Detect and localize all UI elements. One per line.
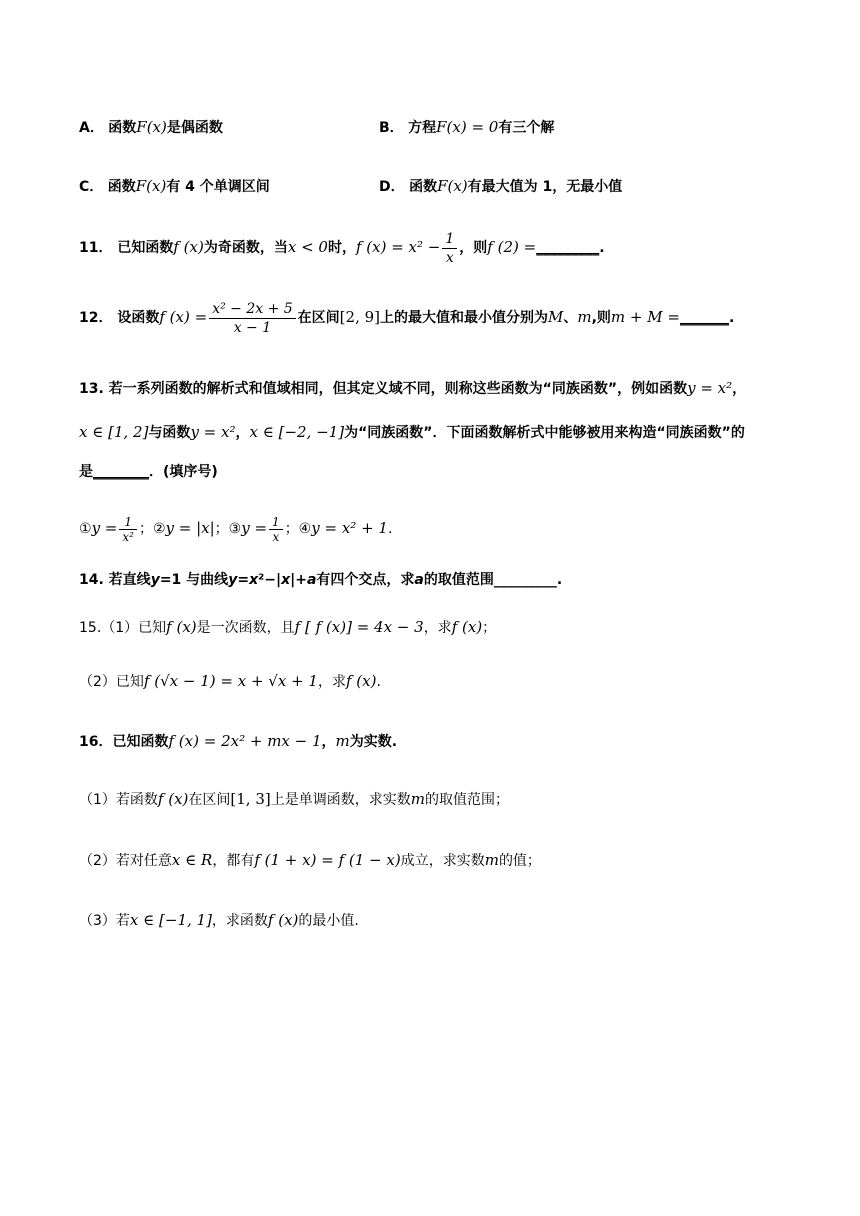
- q16-p2-text-4: 的值；: [498, 853, 541, 869]
- q11-math-3: f (x) = x² −: [355, 238, 441, 256]
- q15-p2-text-1: （2）已知: [79, 674, 144, 690]
- option-b-text-post: 有三个解: [498, 120, 555, 136]
- q13-text-5: 为“同族函数”．下面函数解析式中能够被用来构造“同族函数”的: [344, 425, 745, 441]
- question-15-part-2: [79, 670, 800, 693]
- q14-text-3: =: [237, 572, 250, 588]
- q12-text-4: 、: [563, 310, 578, 326]
- q13-math-2: x ∈ [1, 2]: [79, 423, 149, 441]
- question-16-part-1: [79, 788, 800, 811]
- q13-option-1-denominator: x²: [122, 529, 134, 544]
- q11-text-3: 时，: [327, 240, 356, 256]
- q15-text-1: 15.（1）已知: [79, 620, 167, 636]
- q13-option-1-numerator: 1: [119, 515, 137, 530]
- q11-fraction-numerator: 1: [442, 230, 457, 249]
- q16-math-2: m: [335, 732, 350, 750]
- q16-p2-math-1: x ∈ R: [171, 851, 213, 869]
- q15-text-2: 是一次函数，且: [196, 620, 295, 636]
- q11-fraction: [442, 230, 457, 267]
- options-row-ab: [79, 116, 800, 139]
- q16-p1-math-1: f (x): [157, 790, 189, 808]
- q11-answer-blank: _________: [536, 240, 600, 256]
- option-d-label: D．: [379, 179, 405, 195]
- q13-text-4: ，: [235, 425, 250, 441]
- option-d: [379, 175, 622, 198]
- q11-end: .: [599, 240, 605, 256]
- q13-text-2: ，: [732, 381, 747, 397]
- q16-p2-math-2: f (1 + x) = f (1 − x): [254, 851, 401, 869]
- q12-text-1: 设函数: [117, 310, 160, 326]
- q14-answer-blank: _________: [493, 572, 557, 588]
- q14-text-5: |+: [290, 572, 307, 588]
- q13-option-3-fraction: [269, 515, 283, 544]
- question-11: [79, 227, 800, 268]
- q14-math-2: y: [228, 572, 238, 588]
- q13-end: .: [387, 521, 393, 537]
- question-13-line-1: [79, 377, 800, 400]
- q15-p2-math-1: f (√x − 1) = x + √x + 1: [143, 672, 318, 690]
- q12-fraction: [209, 300, 295, 337]
- q12-text-3: 上的最大值和最小值分别为: [380, 310, 548, 326]
- q11-text-4: ，则: [459, 240, 488, 256]
- q15-p2-text-2: ，求: [317, 674, 346, 690]
- q13-separator-2: ；③: [214, 521, 242, 537]
- q16-p2-text-2: ，都有: [212, 853, 255, 869]
- q15-p2-math-2: f (x): [345, 672, 377, 690]
- option-c-label: C．: [79, 179, 104, 195]
- q16-p2-text-1: （2）若对任意: [79, 853, 172, 869]
- q13-text-7: ．(填序号): [149, 464, 218, 480]
- q14-math-1: y: [150, 572, 160, 588]
- option-c: [79, 179, 270, 195]
- q13-option-1-math: y =: [91, 519, 118, 537]
- q11-text-1: 已知函数: [117, 240, 174, 256]
- option-b-text-pre: 方程: [408, 120, 437, 136]
- question-16: [79, 730, 800, 753]
- question-13-options: [79, 508, 800, 549]
- q16-p1-text-2: 在区间: [188, 792, 231, 808]
- q14-math-4: x: [281, 572, 291, 588]
- option-b-math: F(x) = 0: [436, 118, 499, 136]
- q14-math-3: x: [249, 572, 259, 588]
- q13-separator-1: ；②: [138, 521, 166, 537]
- q14-text-1: 14. 若直线: [79, 572, 151, 588]
- q13-option-1-marker: ①: [79, 521, 92, 537]
- q12-fraction-numerator: x² − 2x + 5: [209, 300, 295, 319]
- q16-text-2: ，: [321, 734, 336, 750]
- q16-p1-text-3: 上是单调函数，求实数: [270, 792, 411, 808]
- q15-math-1: f (x): [166, 618, 197, 636]
- q11-number: 11．: [79, 240, 113, 256]
- q13-math-3: y = x²: [190, 423, 236, 441]
- option-d-text-post: 有最大值为 1，无最小值: [467, 179, 623, 195]
- q16-p3-text-2: ，求函数: [211, 913, 268, 929]
- q11-math-4: f (2) =: [487, 238, 537, 256]
- q14-text-6: 有四个交点，求: [316, 572, 415, 588]
- q12-math-1: f (x) =: [159, 308, 208, 326]
- option-a-text-post: 是偶函数: [166, 120, 223, 136]
- q16-p1-text-4: 的取值范围；: [424, 792, 509, 808]
- q15-text-4: ；: [482, 620, 497, 636]
- option-c-text-post: 有 4 个单调区间: [166, 179, 270, 195]
- q12-math-3: M: [548, 308, 564, 326]
- q12-end: .: [728, 310, 735, 326]
- option-a-text-pre: 函数: [108, 120, 137, 136]
- option-b: [379, 116, 554, 139]
- q13-option-1-fraction: [119, 515, 137, 544]
- q14-math-6: a: [414, 572, 424, 588]
- q14-text-2: =1 与曲线: [159, 572, 229, 588]
- question-14: [79, 569, 800, 591]
- q13-separator-3: ；④: [284, 521, 312, 537]
- q13-option-3-math: y =: [241, 519, 268, 537]
- question-15-part-1: [79, 616, 800, 639]
- q11-text-2: 为奇函数，当: [203, 240, 288, 256]
- q16-text-1: 16．已知函数: [79, 734, 169, 750]
- q13-answer-blank: ________: [93, 464, 149, 480]
- q11-fraction-denominator: x: [445, 249, 454, 266]
- option-c-text-pre: 函数: [107, 179, 136, 195]
- q12-math-2: [2, 9]: [339, 308, 380, 326]
- option-b-label: B．: [379, 120, 404, 136]
- q11-math-2: x < 0: [287, 238, 328, 256]
- q14-end: .: [556, 572, 563, 588]
- q15-p2-text-3: .: [376, 674, 381, 690]
- option-a-math: F(x): [136, 118, 167, 136]
- option-d-text-pre: 函数: [409, 179, 438, 195]
- q16-p1-text-1: （1）若函数: [79, 792, 158, 808]
- q15-math-2: f [ f (x)] = 4x − 3: [294, 618, 424, 636]
- q13-text-6: 是: [79, 464, 93, 480]
- q16-math-1: f (x) = 2x² + mx − 1: [168, 732, 322, 750]
- q13-text-1: 13. 若一系列函数的解析式和值域相同，但其定义域不同，则称这些函数为“同族函数”，例如函数: [79, 381, 688, 397]
- q13-text-3: 与函数: [148, 425, 191, 441]
- q13-option-4-math: y = x² + 1: [311, 519, 388, 537]
- option-a-label: A．: [79, 120, 104, 136]
- q14-math-5: a: [306, 572, 317, 588]
- option-d-math: F(x): [437, 177, 468, 195]
- q16-p3-text-1: （3）若: [79, 913, 130, 929]
- q12-text-5: ,则: [591, 310, 611, 326]
- q13-option-2-math: y = |x|: [165, 519, 215, 537]
- q11-math-1: f (x): [173, 238, 204, 256]
- q16-p3-text-3: 的最小值.: [298, 913, 359, 929]
- option-c-math: F(x): [135, 177, 167, 195]
- q16-p1-math-2: [1, 3]: [230, 790, 271, 808]
- question-16-part-3: [79, 909, 800, 932]
- q12-math-4: m: [577, 308, 592, 326]
- q13-math-1: y = x²: [687, 379, 733, 397]
- q12-answer-blank: _______: [679, 310, 729, 326]
- q12-fraction-denominator: x − 1: [233, 319, 272, 336]
- q16-text-3: 为实数.: [349, 734, 398, 750]
- q12-text-2: 在区间: [297, 310, 340, 326]
- q16-p2-math-3: m: [484, 851, 499, 869]
- q16-p1-math-3: m: [410, 790, 425, 808]
- options-row-cd: [79, 175, 800, 198]
- q16-p3-math-2: f (x): [267, 911, 299, 929]
- q14-text-7: 的取值范围: [423, 572, 494, 588]
- q12-number: 12．: [79, 310, 113, 326]
- q12-math-5: m + M =: [610, 308, 680, 326]
- q16-p3-math-1: x ∈ [−1, 1]: [129, 911, 212, 929]
- q13-option-3-numerator: 1: [269, 515, 283, 530]
- option-a: [79, 120, 223, 136]
- q13-math-4: x ∈ [−2, −1]: [249, 423, 345, 441]
- question-13-line-2: [79, 421, 800, 444]
- q16-p2-text-3: 成立，求实数: [400, 853, 485, 869]
- q13-option-3-denominator: x: [272, 529, 280, 544]
- q14-text-4: ²−|: [258, 572, 282, 588]
- question-12: [79, 296, 800, 339]
- q15-text-3: ，求: [423, 620, 452, 636]
- question-13-line-3: [79, 461, 800, 483]
- question-16-part-2: [79, 849, 800, 872]
- q15-math-3: f (x): [451, 618, 483, 636]
